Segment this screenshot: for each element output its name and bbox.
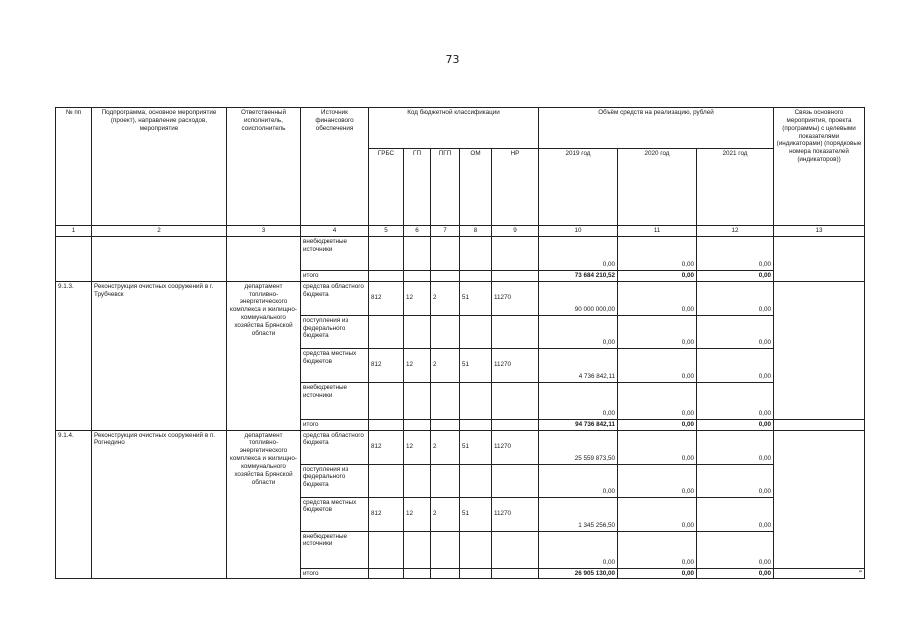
empty-code-cell: [404, 419, 431, 430]
column-number: 11: [618, 226, 697, 237]
value-2019-cell: 0,00: [539, 464, 618, 497]
total-2021-cell: 0,00: [697, 270, 774, 281]
empty-code-cell: [492, 236, 539, 270]
value-2020-cell: 0,00: [618, 382, 697, 419]
total-2021-cell: 0,00: [697, 419, 774, 430]
value-2021-cell: 0,00: [697, 382, 774, 419]
link-cell: [774, 281, 865, 419]
om-cell: 51: [460, 430, 492, 464]
empty-code-cell: [492, 568, 539, 579]
source-cell: внебюджетные источники: [301, 236, 369, 270]
item-number: 9.1.3.: [56, 281, 92, 430]
source-cell: средства областного бюджета: [301, 281, 369, 315]
grbs-cell: 812: [369, 430, 404, 464]
value-2020-cell: 0,00: [618, 236, 697, 270]
gp-cell: [404, 531, 431, 568]
column-number: 5: [369, 226, 404, 237]
om-cell: [460, 315, 492, 348]
om-cell: 51: [460, 281, 492, 315]
np-cell: 11270: [492, 497, 539, 531]
value-2019-cell: 4 736 842,11: [539, 348, 618, 382]
item-executor: департамент топливно-энергетического комплекса и жилищно-коммунального хозяйства Брянской области: [227, 281, 301, 430]
om-cell: [460, 464, 492, 497]
value-2019-cell: 0,00: [539, 382, 618, 419]
np-cell: [492, 315, 539, 348]
table-row: [56, 281, 865, 315]
total-label: итого: [301, 419, 369, 430]
empty-code-cell: [492, 419, 539, 430]
pgp-cell: [431, 315, 460, 348]
np-cell: [492, 382, 539, 419]
header-grbs: ГРБС: [369, 149, 404, 226]
np-cell: [492, 464, 539, 497]
value-2020-cell: 0,00: [618, 430, 697, 464]
source-cell: средства местных бюджетов: [301, 497, 369, 531]
empty-code-cell: [369, 419, 404, 430]
value-2020-cell: 0,00: [618, 315, 697, 348]
gp-cell: 12: [404, 348, 431, 382]
value-2021-cell: 0,00: [697, 531, 774, 568]
link-cell: [774, 430, 865, 568]
om-cell: [460, 382, 492, 419]
pgp-cell: [431, 531, 460, 568]
source-cell: внебюджетные источники: [301, 382, 369, 419]
empty-code-cell: [404, 236, 431, 270]
pgp-cell: 2: [431, 281, 460, 315]
gp-cell: 12: [404, 497, 431, 531]
empty-code-cell: [460, 236, 492, 270]
link-cell: [774, 419, 865, 430]
item-name: Реконструкция очистных сооружений в г. Трубчевск: [92, 281, 227, 430]
empty-code-cell: [460, 270, 492, 281]
executor-cell: [227, 236, 301, 281]
om-cell: 51: [460, 348, 492, 382]
value-2021-cell: 0,00: [697, 315, 774, 348]
empty-code-cell: [369, 236, 404, 270]
value-2021-cell: 0,00: [697, 464, 774, 497]
column-number: 6: [404, 226, 431, 237]
header-executor: Ответственный исполнитель, соисполнитель: [227, 108, 301, 226]
total-2021-cell: 0,00: [697, 568, 774, 579]
np-cell: 11270: [492, 430, 539, 464]
header-np: НР: [492, 149, 539, 226]
source-cell: поступления из федерального бюджета: [301, 315, 369, 348]
empty-code-cell: [460, 568, 492, 579]
value-2021-cell: 0,00: [697, 348, 774, 382]
np-cell: [492, 531, 539, 568]
total-label: итого: [301, 568, 369, 579]
header-2019: 2019 год: [539, 149, 618, 226]
pgp-cell: [431, 464, 460, 497]
table-header: [56, 108, 865, 226]
header-gp: ГП: [404, 149, 431, 226]
grbs-cell: 812: [369, 281, 404, 315]
column-number: 8: [460, 226, 492, 237]
gp-cell: 12: [404, 281, 431, 315]
value-2021-cell: 0,00: [697, 497, 774, 531]
empty-code-cell: [431, 270, 460, 281]
grbs-cell: 812: [369, 348, 404, 382]
link-cell: ": [774, 568, 865, 579]
empty-code-cell: [460, 419, 492, 430]
column-number: 1: [56, 226, 92, 237]
source-cell: внебюджетные источники: [301, 531, 369, 568]
header-program: Подпрограмма, основное мероприятие (проект), направление расходов, мероприятие: [92, 108, 227, 226]
value-2019-cell: 0,00: [539, 315, 618, 348]
empty-code-cell: [369, 270, 404, 281]
total-2020-cell: 0,00: [618, 419, 697, 430]
header-2021: 2021 год: [697, 149, 774, 226]
gp-cell: [404, 464, 431, 497]
column-numbers-row: [56, 226, 865, 237]
np-cell: 11270: [492, 348, 539, 382]
value-2021-cell: 0,00: [697, 236, 774, 270]
item-executor: департамент топливно-энергетического комплекса и жилищно-коммунального хозяйства Брянской области: [227, 430, 301, 579]
item-number: 9.1.4.: [56, 430, 92, 579]
column-number: 12: [697, 226, 774, 237]
grbs-cell: [369, 315, 404, 348]
empty-code-cell: [404, 568, 431, 579]
total-2019-cell: 26 905 130,00: [539, 568, 618, 579]
source-cell: средства областного бюджета: [301, 430, 369, 464]
grbs-cell: [369, 382, 404, 419]
pgp-cell: 2: [431, 497, 460, 531]
om-cell: 51: [460, 497, 492, 531]
total-2019-cell: 73 684 210,52: [539, 270, 618, 281]
empty-code-cell: [404, 270, 431, 281]
value-2020-cell: 0,00: [618, 497, 697, 531]
value-2020-cell: 0,00: [618, 348, 697, 382]
total-label: итого: [301, 270, 369, 281]
empty-code-cell: [431, 568, 460, 579]
header-kbk: Код бюджетной классификации: [369, 108, 539, 149]
pgp-cell: 2: [431, 430, 460, 464]
empty-code-cell: [431, 419, 460, 430]
column-number: 10: [539, 226, 618, 237]
item-name: Реконструкция очистных сооружений в п. Рогнедино: [92, 430, 227, 579]
column-number: 13: [774, 226, 865, 237]
program-cell: [92, 236, 227, 281]
empty-code-cell: [492, 270, 539, 281]
source-cell: поступления из федерального бюджета: [301, 464, 369, 497]
header-source: Источник финансового обеспечения: [301, 108, 369, 226]
value-2019-cell: 0,00: [539, 531, 618, 568]
grbs-cell: [369, 464, 404, 497]
total-2020-cell: 0,00: [618, 270, 697, 281]
grbs-cell: 812: [369, 497, 404, 531]
value-2019-cell: 1 345 256,50: [539, 497, 618, 531]
column-number: 9: [492, 226, 539, 237]
value-2020-cell: 0,00: [618, 464, 697, 497]
value-2021-cell: 0,00: [697, 281, 774, 315]
num-cell: [56, 236, 92, 281]
value-2019-cell: 0,00: [539, 236, 618, 270]
grbs-cell: [369, 531, 404, 568]
column-number: 7: [431, 226, 460, 237]
pgp-cell: 2: [431, 348, 460, 382]
total-2019-cell: 94 736 842,11: [539, 419, 618, 430]
pgp-cell: [431, 382, 460, 419]
header-2020: 2020 год: [618, 149, 697, 226]
column-number: 4: [301, 226, 369, 237]
column-number: 3: [227, 226, 301, 237]
gp-cell: [404, 382, 431, 419]
column-number: 2: [92, 226, 227, 237]
header-num: № пп: [56, 108, 92, 226]
gp-cell: [404, 315, 431, 348]
table-body: [56, 236, 865, 579]
header-om: ОМ: [460, 149, 492, 226]
total-2020-cell: 0,00: [618, 568, 697, 579]
budget-table: [55, 107, 865, 579]
header-volume: Объём средств на реализацию, рублей: [539, 108, 774, 149]
om-cell: [460, 531, 492, 568]
link-cell: [774, 236, 865, 281]
value-2021-cell: 0,00: [697, 430, 774, 464]
source-cell: средства местных бюджетов: [301, 348, 369, 382]
table-row: [56, 236, 865, 270]
value-2019-cell: 25 559 873,50: [539, 430, 618, 464]
table-row: [56, 430, 865, 464]
empty-code-cell: [369, 568, 404, 579]
value-2020-cell: 0,00: [618, 281, 697, 315]
header-pgp: ПГП: [431, 149, 460, 226]
value-2020-cell: 0,00: [618, 531, 697, 568]
gp-cell: 12: [404, 430, 431, 464]
page-number: 73: [445, 53, 460, 66]
value-2019-cell: 90 000 000,00: [539, 281, 618, 315]
np-cell: 11270: [492, 281, 539, 315]
empty-code-cell: [431, 236, 460, 270]
header-link: Связь основного мероприятия, проекта (программы) с целевыми показателями (индикаторами) (порядковые номера показателей (индикаторов)): [774, 108, 865, 226]
